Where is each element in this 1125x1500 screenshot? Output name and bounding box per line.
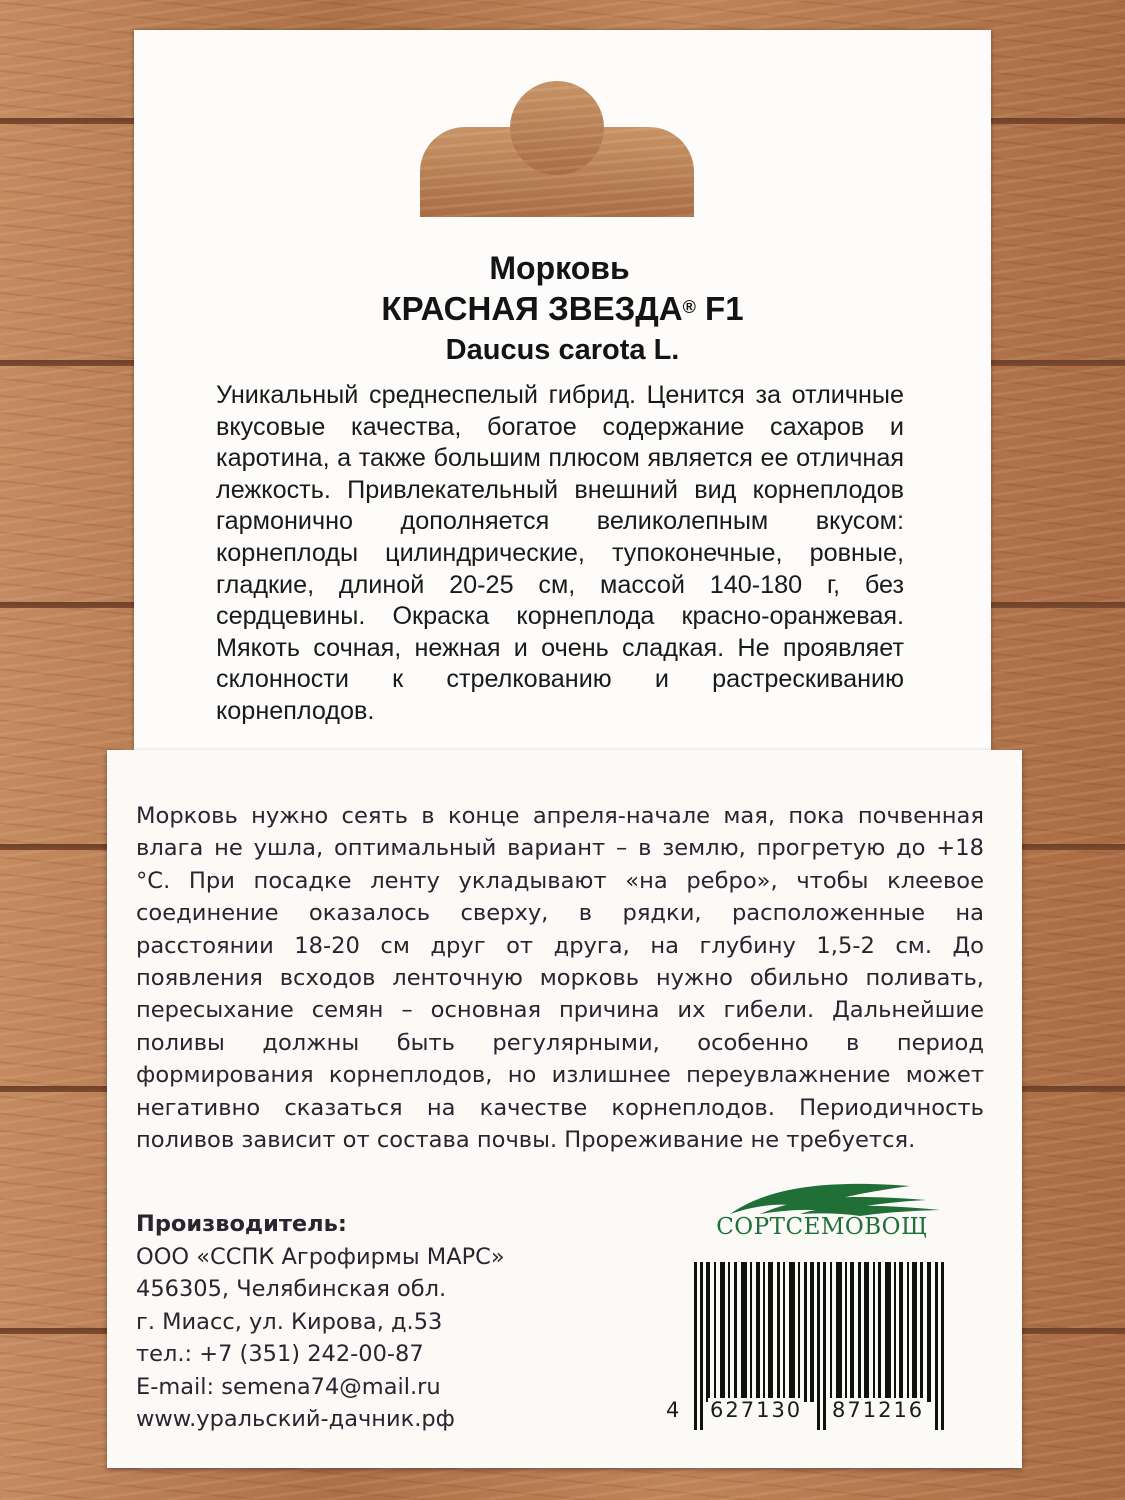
manufacturer-postal: 456305, Челябинская обл. [136, 1276, 447, 1302]
manufacturer-email: E-mail: semena74@mail.ru [136, 1373, 441, 1400]
barcode-group-1: 627130 [710, 1398, 803, 1422]
latin-name: Daucus carota L. [445, 334, 680, 366]
variety-description: Уникальный среднеспелый гибрид. Ценится за отличные вкусовые качества, богатое содержание сахаров и каротина, а также большим плюсом является ее отличная лежкость. Привлекательный внешний вид корнеплодов гармонично дополняется великолепным вкусом: корнеплоды цилиндрические, тупоконечные, ровные, гладкие, длиной 20-25 см, массой 140-180 г, без сердцевины. Окраска корнеплода красно-оранжевая. Мякоть сочная, нежная и очень сладкая. Не проявляет склонности к стрелкованию и растрескиванию корнеплодов. [216, 381, 904, 725]
variety-line [134, 288, 991, 330]
sowing-instructions: Морковь нужно сеять в конце апреля-начале мая, пока почвенная влага не ушла, оптимальный вариант – в землю, прогретую до +18 °С. При посадке ленту укладывают «на ребро», чтобы клеевое соединение оказалось сверху, в рядки, расположенные на расстоянии 18-20 см друг от друга, на глубину 1,5-2 см. До появления всходов ленточную морковь нужно обильно поливать, пересыхание семян – основная причина их гибели. Дальнейшие поливы должны быть регулярными, особенно в период формирования корнеплодов, но излишнее переувлажнение может негативно сказаться на качестве корнеплодов. Периодичность поливов зависит от состава почвы. Прореживание не требуется. [136, 803, 984, 1154]
product-name: Морковь [489, 250, 630, 286]
barcode-group-2: 871216 [832, 1398, 925, 1422]
manufacturer-phone: тел.: +7 (351) 242-00-87 [136, 1341, 424, 1367]
registered-mark: ® [682, 297, 696, 317]
hybrid-label: F1 [705, 290, 744, 327]
manufacturer-website: www.уральский-дачник.рф [136, 1406, 455, 1432]
manufacturer-company: ООО «ССПК Агрофирмы МАРС» [136, 1243, 505, 1270]
manufacturer-street: г. Миасс, ул. Кирова, д.53 [136, 1308, 443, 1335]
title-block [134, 248, 991, 370]
manufacturer-label: Производитель: [136, 1211, 347, 1237]
manufacturer-info [136, 1208, 656, 1436]
variety-name: КРАСНАЯ ЗВЕЗДА [381, 290, 683, 327]
barcode-first-digit: 4 [666, 1398, 680, 1422]
hang-hole [420, 127, 694, 217]
barcode-digits [664, 1398, 964, 1428]
brand-name: СОРТСЕМОВОЩ [716, 1214, 928, 1240]
